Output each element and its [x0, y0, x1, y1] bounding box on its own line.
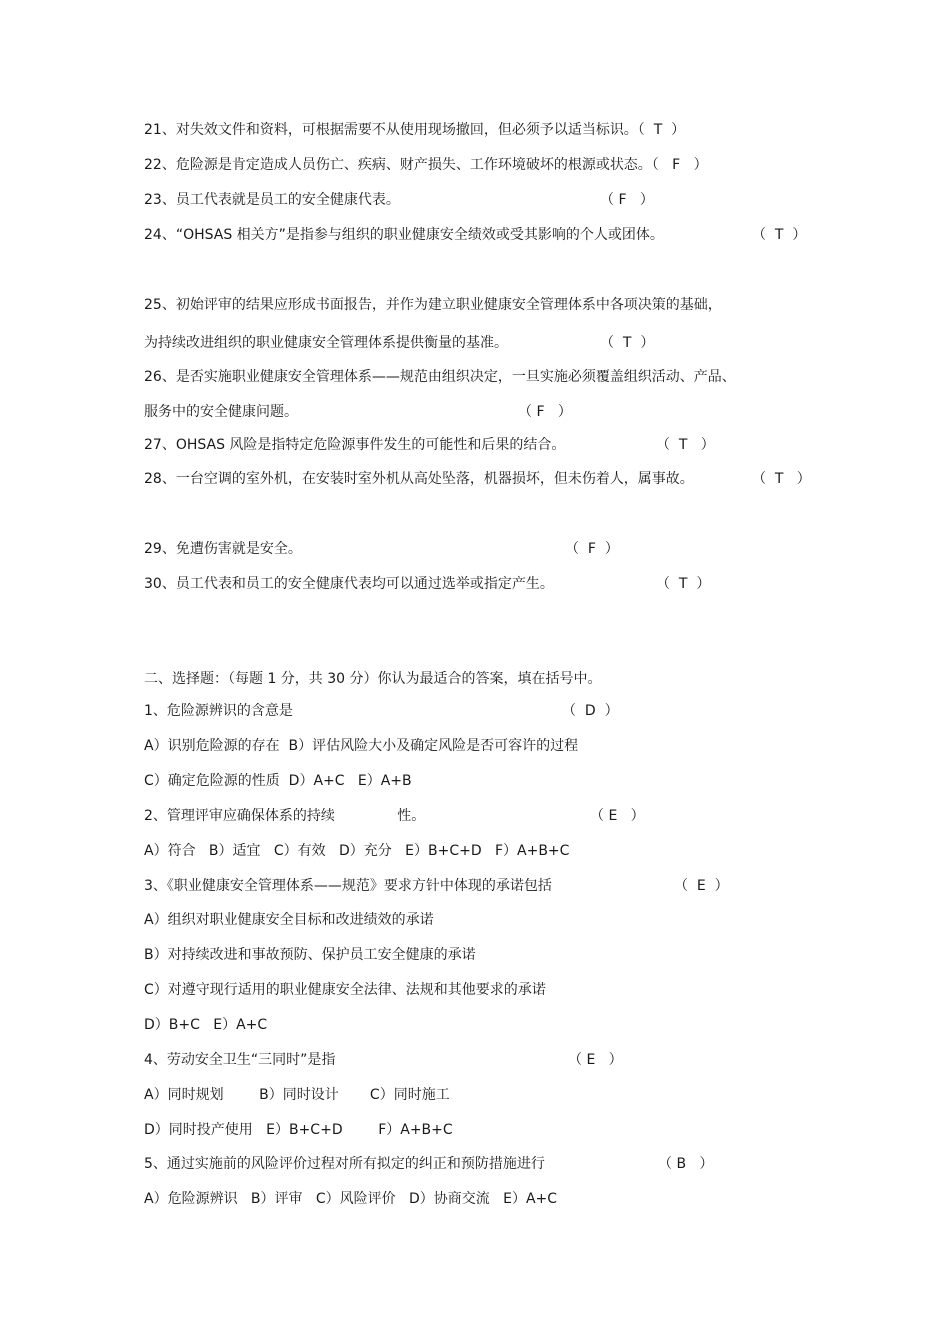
answer-25: （ T ） — [600, 335, 655, 351]
choice-q5-options: A）危险源辨识 B）评审 C）风险评价 D）协商交流 E）A+C — [144, 1191, 558, 1207]
question-28: 28、一台空调的室外机，在安装时室外机从高处坠落，机器损坏，但未伤着人，属事故。 — [144, 471, 694, 487]
answer-26: （ F ） — [518, 404, 572, 420]
answer-29: （ F ） — [565, 541, 619, 557]
answer-24: （ T ） — [752, 227, 807, 243]
choice-q4: 4、劳动安全卫生“三同时”是指 — [144, 1052, 336, 1068]
question-23: 23、员工代表就是员工的安全健康代表。 — [144, 192, 400, 208]
choice-q3-option-c: C）对遵守现行适用的职业健康安全法律、法规和其他要求的承诺 — [144, 982, 546, 998]
choice-q4-answer: （ E ） — [568, 1052, 623, 1068]
question-26-line2: 服务中的安全健康问题。 — [144, 404, 298, 420]
answer-28: （ T ） — [752, 471, 811, 487]
choice-q2: 2、管理评审应确保体系的持续 性。 — [144, 808, 426, 824]
choice-q3-option-a: A）组织对职业健康安全目标和改进绩效的承诺 — [144, 912, 434, 928]
answer-27: （ T ） — [656, 437, 715, 453]
choice-q4-options-a: A）同时规划 B）同时设计 C）同时施工 — [144, 1087, 450, 1103]
question-26-line1: 26、是否实施职业健康安全管理体系——规范由组织决定，一旦实施必须覆盖组织活动、产品、 — [144, 369, 736, 385]
choice-q4-options-d: D）同时投产使用 E）B+C+D F）A+B+C — [144, 1122, 453, 1138]
question-30: 30、员工代表和员工的安全健康代表均可以通过选举或指定产生。 — [144, 576, 554, 592]
choice-q2-answer: （ E ） — [590, 808, 645, 824]
question-24: 24、“OHSAS 相关方”是指参与组织的职业健康安全绩效或受其影响的个人或团体。 — [144, 227, 664, 243]
choice-q1-options-a: A）识别危险源的存在 B）评估风险大小及确定风险是否可容许的过程 — [144, 738, 579, 754]
choice-q3-answer: （ E ） — [674, 878, 729, 894]
section-heading-choice: 二、选择题：（每题 1 分，共 30 分）你认为最适合的答案，填在括号中。 — [144, 671, 602, 687]
choice-q2-options: A）符合 B）适宜 C）有效 D）充分 E）B+C+D F）A+B+C — [144, 843, 570, 859]
choice-q1: 1、危险源辨识的含意是 — [144, 703, 293, 719]
question-27: 27、OHSAS 风险是指特定危险源事件发生的可能性和后果的结合。 — [144, 437, 566, 453]
question-25-line2: 为持续改进组织的职业健康安全管理体系提供衡量的基准。 — [144, 335, 508, 351]
choice-q5: 5、通过实施前的风险评价过程对所有拟定的纠正和预防措施进行 — [144, 1156, 545, 1172]
choice-q3: 3、《职业健康安全管理体系——规范》要求方针中体现的承诺包括 — [144, 878, 552, 894]
choice-q5-answer: （ B ） — [658, 1156, 714, 1172]
question-22: 22、危险源是肯定造成人员伤亡、疾病、财产损失、工作环境破坏的根源或状态。（ F ） — [144, 157, 708, 173]
choice-q3-option-de: D）B+C E）A+C — [144, 1017, 268, 1033]
answer-30: （ T ） — [656, 576, 711, 592]
choice-q1-options-c: C）确定危险源的性质 D）A+C E）A+B — [144, 773, 412, 789]
answer-23: （ F ） — [600, 192, 654, 208]
choice-q1-answer: （ D ） — [562, 703, 619, 719]
question-25-line1: 25、初始评审的结果应形成书面报告，并作为建立职业健康安全管理体系中各项决策的基础， — [144, 297, 722, 313]
choice-q3-option-b: B）对持续改进和事故预防、保护员工安全健康的承诺 — [144, 947, 476, 963]
question-29: 29、免遭伤害就是安全。 — [144, 541, 302, 557]
question-21: 21、对失效文件和资料，可根据需要不从使用现场撤回，但必须予以适当标识。（ T ） — [144, 122, 686, 138]
